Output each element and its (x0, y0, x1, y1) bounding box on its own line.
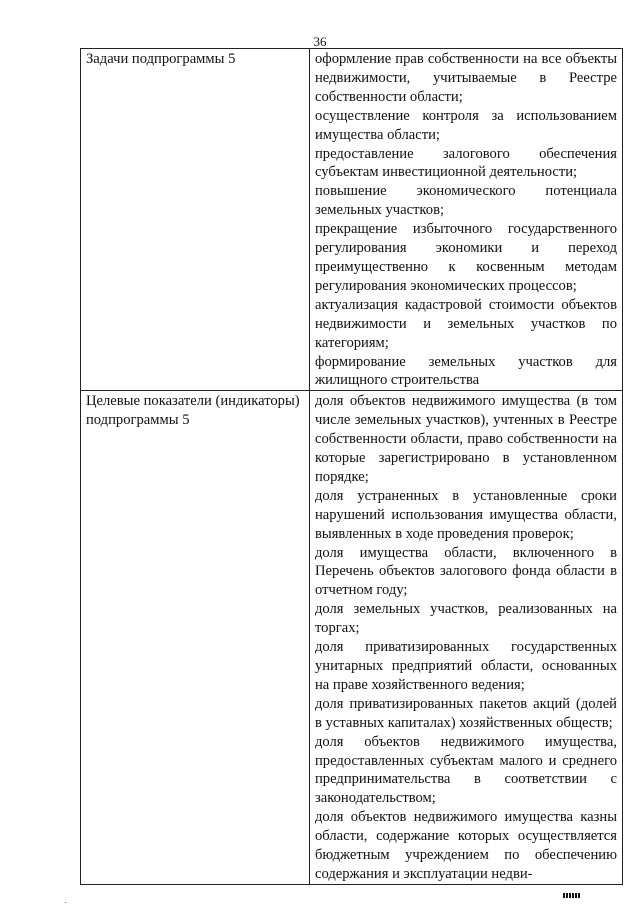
list-item: повышение экономического потенциала земельных участков; (315, 183, 617, 219)
barcode-mark (563, 893, 581, 898)
list-item: доля объектов недвижимого имущества казны области, содержание которых осуществляется бюджетным учреждением по обеспечению содержания и эксплуатации недви- (315, 809, 617, 882)
page-number: 36 (313, 34, 327, 49)
subprogram-table (80, 48, 623, 885)
indicators-list (310, 391, 623, 885)
list-item: доля устраненных в установленные сроки нарушений использования имущества области, выявленных в ходе проведения проверок; (315, 487, 617, 542)
list-item: доля приватизированных пакетов акций (долей в уставных капиталах) хозяйственных обществ; (315, 695, 617, 731)
list-item: актуализация кадастровой стоимости объектов недвижимости и земельных участков по категориям; (315, 296, 617, 351)
row-label-indicators: Целевые показатели (индикаторы) подпрограммы 5 (81, 391, 310, 885)
list-item: предоставление залогового обеспечения субъектам инвестиционной деятельности; (315, 145, 617, 181)
list-item: осуществление контроля за использованием имущества области; (315, 107, 617, 143)
list-item: формирование земельных участков для жилищного строительства (315, 353, 617, 389)
row-label-tasks: Задачи подпрограммы 5 (81, 49, 310, 391)
list-item: доля имущества области, включенного в Перечень объектов залогового фонда области в отчетном году; (315, 544, 617, 599)
footer-mark: . (64, 896, 67, 905)
list-item: оформление прав собственности на все объекты недвижимости, учитываемые в Реестре собственности области; (315, 51, 617, 105)
tasks-list (310, 49, 623, 391)
list-item: доля земельных участков, реализованных на торгах; (315, 601, 617, 637)
list-item: доля приватизированных государственных унитарных предприятий области, основанных на праве хозяйственного ведения; (315, 639, 617, 693)
table-row (81, 49, 623, 391)
list-item: прекращение избыточного государственного регулирования экономики и переход преимущественно к косвенным методам регулирования экономических процессов; (315, 221, 617, 294)
list-item: доля объектов недвижимого имущества (в том числе земельных участков), учтенных в Реестре собственности области, право собственности на которые зарегистрировано в установленном порядке; (315, 393, 617, 485)
list-item: доля объектов недвижимого имущества, предоставленных субъектам малого и среднего предпринимательства в соответствии с законодательством; (315, 733, 617, 807)
table-row (81, 391, 623, 885)
